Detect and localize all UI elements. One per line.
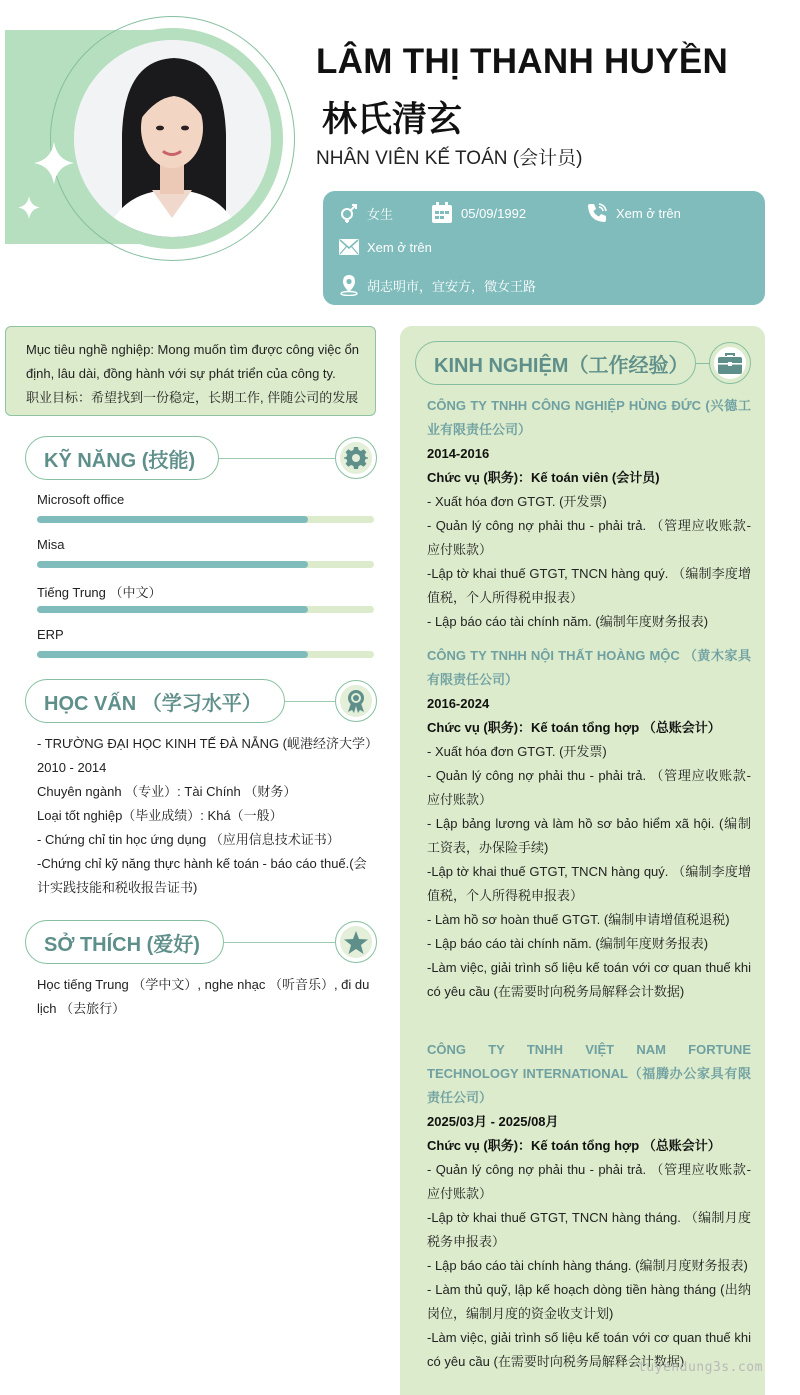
education-icon-badge — [335, 680, 377, 722]
experience-entry — [427, 394, 751, 634]
skill-bar-fill — [37, 561, 308, 568]
job-duty: -Lập tờ khai thuế GTGT, TNCN hàng quý. （编制李度增值税，个人所得税申报表） — [427, 566, 751, 605]
company-name: CÔNG TY TNHH NỘI THẤT HOÀNG MỘC （黄木家具有限责任公司） — [427, 648, 751, 687]
job-duty: - Làm hồ sơ hoàn thuế GTGT. (编制申请增值税退税) — [427, 912, 730, 927]
job-duty: -Lập tờ khai thuế GTGT, TNCN hàng tháng. （编制月度税务申报表） — [427, 1210, 751, 1249]
hobbies-title: SỞ THÍCH (爱好) — [44, 933, 200, 956]
skills-heading — [25, 436, 219, 480]
hobbies-icon-badge — [335, 921, 377, 963]
skill-label: Tiếng Trung （中文） — [37, 585, 162, 600]
job-title: NHÂN VIÊN KẾ TOÁN (会计员) — [316, 148, 583, 169]
skills-icon-badge — [335, 437, 377, 479]
experience-heading — [415, 341, 696, 385]
phone-icon — [586, 202, 608, 224]
gender-text: 女生 — [367, 206, 394, 222]
skill-bar-fill — [37, 516, 308, 523]
skill-label: Microsoft office — [37, 492, 125, 507]
education-line: Loại tốt nghiệp（毕业成绩）: Khá（一般） — [37, 808, 283, 823]
job-duty: - Lập bảng lương và làm hồ sơ bảo hiểm xã hội. (编制工资表，办保险手续) — [427, 816, 751, 855]
education-line: - TRƯỜNG ĐẠI HỌC KINH TẾ ĐÀ NẴNG (岘港经济大学） — [37, 736, 379, 751]
job-role: Chức vụ (职务)：Kế toán tổng hợp （总账会计） — [427, 720, 721, 735]
sparkle-large-icon — [34, 142, 74, 184]
job-duty: - Quản lý công nợ phải thu - phải trả. （管理应收账款-应付账款） — [427, 768, 751, 807]
job-period: 2016-2024 — [427, 696, 490, 711]
phone-text: Xem ở trên — [616, 205, 681, 221]
education-title: HỌC VẤN （学习水平） — [44, 692, 262, 715]
experience-entry — [427, 1038, 751, 1374]
education-line: Chuyên ngành （专业）: Tài Chính （财务） — [37, 784, 297, 799]
calendar-icon — [431, 202, 453, 224]
job-role: Chức vụ (职务)：Kế toán tổng hợp （总账会计） — [427, 1138, 721, 1153]
objective-line: định, lâu dài, đồng hành với sự phát triển của công ty. — [26, 366, 336, 381]
experience-title: KINH NGHIỆM（工作经验） — [434, 354, 689, 377]
education-divider — [285, 701, 335, 702]
education-line: -Chứng chỉ kỹ năng thực hành kế toán - báo cáo thuế.(会计实践技能和税收报告证书) — [37, 856, 367, 895]
skills-divider — [219, 458, 335, 459]
company-name: CÔNG TY TNHH CÔNG NGHIỆP HÙNG ĐỨC (兴德工业有限责任公司） — [427, 398, 751, 437]
hobbies-divider — [224, 942, 335, 943]
job-duty: - Lập báo cáo tài chính năm. (编制年度财务报表) — [427, 614, 709, 629]
job-duty: -Lập tờ khai thuế GTGT, TNCN hàng quý. （编制李度增值税，个人所得税申报表） — [427, 864, 751, 903]
skill-bar — [37, 606, 374, 613]
hobbies-text: Học tiếng Trung （学中文）, nghe nhạc （听音乐）, đi du lịch （去旅行） — [37, 977, 370, 1016]
chinese-name: 林氏清玄 — [322, 100, 463, 139]
award-medal-icon — [345, 689, 367, 713]
education-details — [37, 732, 378, 900]
experience-entry — [427, 644, 751, 1004]
job-period: 2025/03月 - 2025/08月 — [427, 1114, 559, 1129]
education-heading — [25, 679, 285, 723]
phone-item — [586, 202, 681, 224]
job-duty: - Lập báo cáo tài chính năm. (编制年度财务报表) — [427, 936, 709, 951]
site-watermark: tuyendung3s.com — [638, 1360, 763, 1375]
job-period: 2014-2016 — [427, 446, 490, 461]
gender-icon — [339, 203, 359, 223]
skill-bar-fill — [37, 606, 308, 613]
career-objective-box — [5, 326, 376, 416]
skill-label: ERP — [37, 627, 64, 642]
full-name: LÂM THỊ THANH HUYỀN — [316, 42, 729, 81]
skill-label: Misa — [37, 537, 65, 552]
objective-line: 职业目标：希望找到一份稳定，长期工作, 伴随公司的发展 — [26, 390, 359, 405]
job-duty: -Làm việc, giải trình số liệu kế toán với cơ quan thuế khi có yêu cầu (在需要时向税务局解释会计数据) — [427, 960, 751, 999]
skill-bar-fill — [37, 651, 308, 658]
gender-item — [339, 203, 393, 223]
education-line: 2010 - 2014 — [37, 760, 107, 775]
email-item — [339, 239, 432, 255]
job-duty: - Quản lý công nợ phải thu - phải trả. （管理应收账款-应付账款） — [427, 1162, 751, 1201]
sparkle-small-icon — [18, 196, 40, 219]
skill-bar — [37, 651, 374, 658]
skills-title: KỸ NĂNG (技能) — [44, 449, 196, 472]
portrait-illustration — [74, 40, 271, 237]
gear-icon — [344, 446, 368, 470]
skill-bar — [37, 516, 374, 523]
experience-icon-badge — [709, 342, 751, 384]
profile-photo — [74, 40, 271, 237]
birthday-text: 05/09/1992 — [461, 205, 527, 221]
envelope-icon — [339, 239, 359, 255]
experience-divider — [696, 363, 710, 364]
birthday-item — [431, 202, 526, 224]
location-pin-icon — [339, 274, 359, 296]
education-line: - Chứng chỉ tin học ứng dụng （应用信息技术证书） — [37, 832, 340, 847]
contact-info-box — [323, 191, 765, 305]
skill-bar — [37, 561, 374, 568]
job-duty: - Làm thủ quỹ, lập kế hoạch dòng tiền hàng tháng (出纳岗位，编制月度的资金收支计划) — [427, 1282, 751, 1321]
address-text: 胡志明市，宜安方，徵女王路 — [367, 278, 537, 294]
job-duty: - Xuất hóa đơn GTGT. (开发票) — [427, 494, 607, 509]
job-duty: - Xuất hóa đơn GTGT. (开发票) — [427, 744, 607, 759]
star-icon — [344, 931, 368, 954]
job-duty: - Lập báo cáo tài chính hàng tháng. (编制月度财务报表) — [427, 1258, 748, 1273]
address-item — [339, 274, 536, 296]
job-duty: -Làm việc, giải trình số liệu kế toán với cơ quan thuế khi có yêu cầu (在需要时向税务局解释会计数据) — [427, 1330, 751, 1369]
job-duty: - Quản lý công nợ phải thu - phải trả. （管理应收账款-应付账款） — [427, 518, 751, 557]
hobbies-heading — [25, 920, 224, 964]
email-text: Xem ở trên — [367, 239, 432, 255]
objective-line: Mục tiêu nghề nghiệp: Mong muốn tìm được công việc ổn — [26, 342, 360, 357]
briefcase-icon — [718, 353, 742, 374]
company-name: CÔNG TY TNHH VIỆT NAM FORTUNE TECHNOLOGY INTERNATIONAL（福腾办公家具有限责任公司） — [427, 1042, 751, 1105]
job-role: Chức vụ (职务)：Kế toán viên (会计员) — [427, 470, 660, 485]
